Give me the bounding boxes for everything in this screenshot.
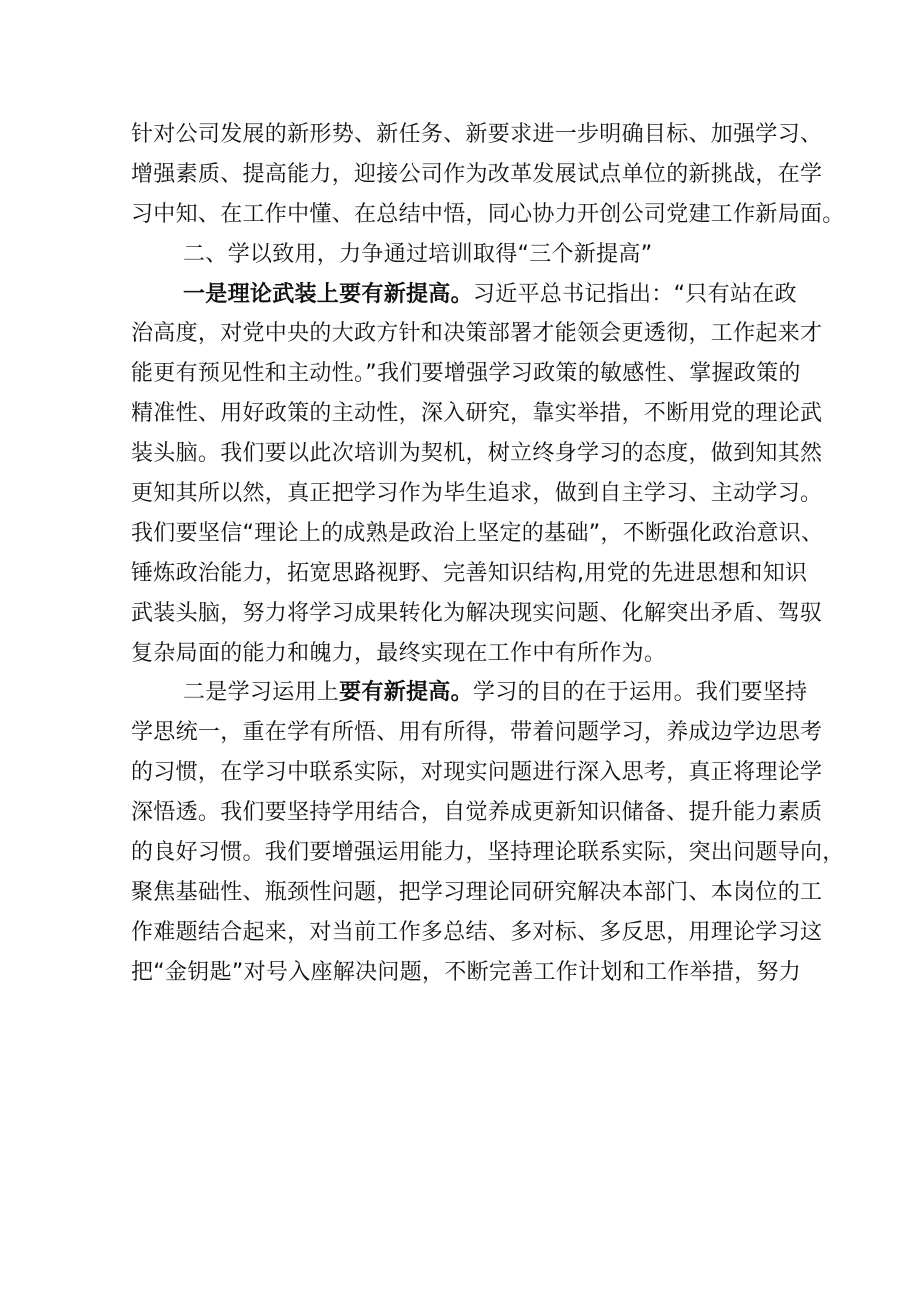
- text-line: [131, 235, 797, 275]
- body-text: 精准性、用好政策的主动性，深入研究，靠实举措，不断用党的理论武: [131, 401, 823, 427]
- text-line: [131, 514, 824, 554]
- body-text: 的良好习惯。我们要增强运用能力，坚持理论联系实际，突出问题导向，: [131, 840, 845, 866]
- body-text: 学思统一，重在学有所悟、用有所得，带着问题学习，养成边学边思考: [131, 720, 823, 746]
- body-text: 锤炼政治能力，拓宽思路视野、完善知识结构,用党的先进思想和知识: [131, 560, 808, 586]
- bold-lead-text: 要有新提高。: [339, 680, 473, 706]
- body-text: 能更有预见性和主动性。”我们要增强学习政策的敏感性、掌握政策的: [131, 361, 801, 387]
- text-line: [131, 594, 823, 634]
- text-line: [131, 195, 845, 235]
- document-body: [131, 115, 845, 993]
- text-line: [131, 275, 797, 315]
- text-line: [131, 673, 808, 713]
- text-line: [131, 394, 823, 434]
- body-text: 学习的目的在于运用。我们要坚持: [472, 680, 808, 706]
- text-line: [131, 833, 845, 873]
- text-line: [131, 155, 823, 195]
- body-text: 增强素质、提高能力，迎接公司作为改革发展试点单位的新挑战，在学: [131, 161, 823, 187]
- body-text: 作难题结合起来，对当前工作多总结、多对标、多反思，用理论学习这: [131, 919, 823, 945]
- body-text: 复杂局面的能力和魄力，最终实现在工作中有所作为。: [131, 640, 667, 666]
- body-text: 的习惯，在学习中联系实际，对现实问题进行深入思考，真正将理论学: [131, 760, 823, 786]
- body-text: 武装头脑，努力将学习成果转化为解决现实问题、化解突出矛盾、驾驭: [131, 600, 823, 626]
- body-text: 习近平总书记指出：“只有站在政: [472, 281, 797, 307]
- body-text: 装头脑。我们要以此次培训为契机，树立终身学习的态度，做到知其然: [131, 441, 823, 467]
- text-line: [131, 554, 808, 594]
- text-line: [131, 474, 823, 514]
- text-line: [131, 115, 823, 155]
- body-text: 深悟透。我们要坚持学用结合，自觉养成更新知识储备、提升能力素质: [131, 800, 823, 826]
- body-text: 二是学习运用上: [183, 680, 340, 706]
- text-line: [131, 634, 797, 674]
- body-text: 聚焦基础性、瓶颈性问题，把学习理论同研究解决本部门、本岗位的工: [131, 879, 823, 905]
- bold-lead-text: 一是理论武装上要有新提高。: [183, 281, 473, 307]
- text-line: [131, 713, 823, 753]
- text-line: [131, 434, 823, 474]
- text-line: [131, 793, 823, 833]
- body-text: 习中知、在工作中懂、在总结中悟，同心协力开创公司党建工作新局面。: [131, 201, 845, 227]
- text-line: [131, 354, 801, 394]
- body-text: 治高度，对党中央的大政方针和决策部署才能领会更透彻，工作起来才: [131, 321, 823, 347]
- body-text: 更知其所以然，真正把学习作为毕生追求，做到自主学习、主动学习。: [131, 481, 823, 507]
- body-text: 针对公司发展的新形势、新任务、新要求进一步明确目标、加强学习、: [131, 122, 823, 147]
- text-line: [131, 873, 823, 913]
- body-text: 我们要坚信“理论上的成熟是政治上坚定的基础”，不断强化政治意识、: [131, 520, 824, 546]
- text-line: [131, 913, 823, 953]
- text-line: [131, 953, 802, 993]
- text-line: [131, 753, 823, 793]
- body-text: 把“金钥匙”对号入座解决问题，不断完善工作计划和工作举措，努力: [131, 959, 802, 985]
- text-line: [131, 314, 823, 354]
- body-text: 二、学以致用，力争通过培训取得“三个新提高”: [183, 241, 653, 267]
